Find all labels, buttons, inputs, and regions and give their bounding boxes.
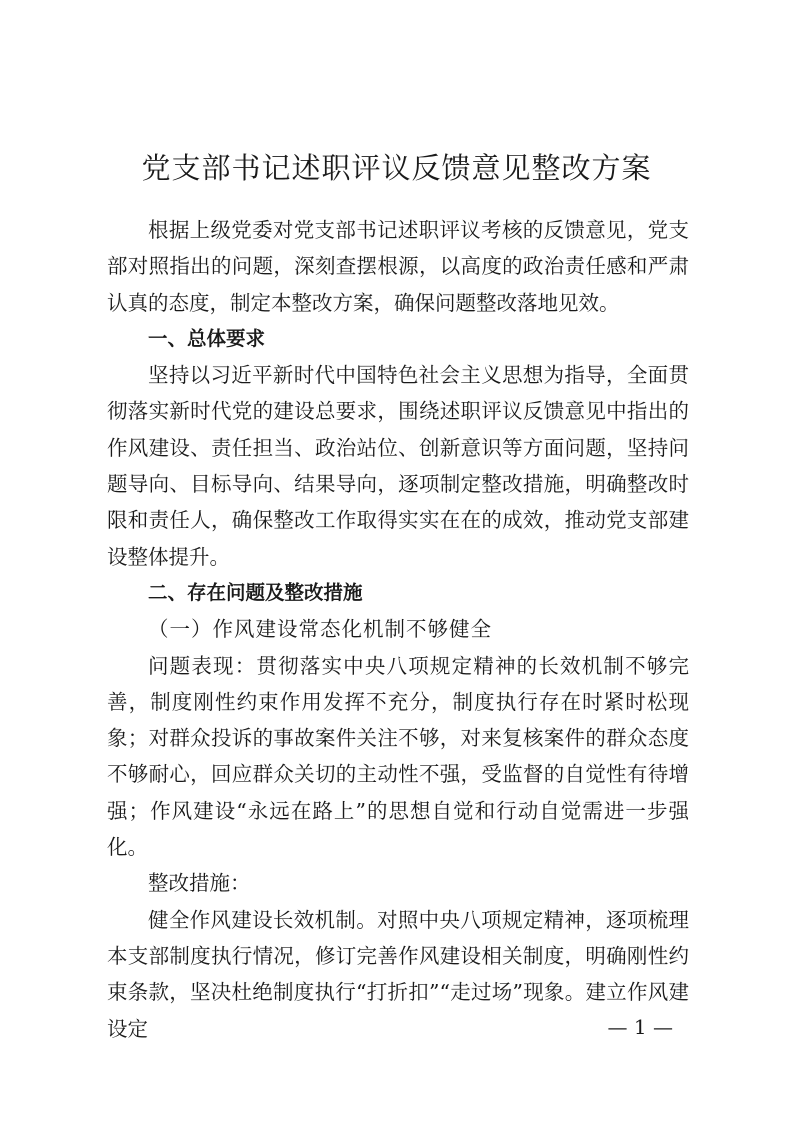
problem-paragraph: 问题表现：贯彻落实中央八项规定精神的长效机制不够完善，制度刚性约束作用发挥不充分，制度执行存在时紧时松现象；对群众投诉的事故案件关注不够，对来复核案件的群众态度不够耐心，回应群众关切的主动性不强，受监督的自觉性有待增强；作风建设“永远在路上”的思想自觉和行动自觉需进一步强化。 [107,653,689,860]
measures-paragraph: 健全作风建设长效机制。对照中央八项规定精神，逐项梳理本支部制度执行情况，修订完善作风建设相关制度，明确刚性约束条款，坚决杜绝制度执行“打折扣”“走过场”现象。建立作风建设定 [107,907,689,1041]
document-body [107,212,689,1047]
intro-paragraph: 根据上级党委对党支部书记述职评议考核的反馈意见，党支部对照指出的问题，深刻查摆根源，以高度的政治责任感和严肃认真的态度，制定本整改方案，确保问题整改落地见效。 [107,218,689,315]
section2-heading: 二、存在问题及整改措施 [148,580,363,604]
section1-paragraph: 坚持以习近平新时代中国特色社会主义思想为指导，全面贯彻落实新时代党的建设总要求，围绕述职评议反馈意见中指出的作风建设、责任担当、政治站位、创新意识等方面问题，坚持问题导向、目标导向、结果导向，逐项制定整改措施，明确整改时限和责任人，确保整改工作取得实实在在的成效，推动党支部建设整体提升。 [107,363,689,569]
section1-heading: 一、总体要求 [148,326,266,350]
subsection1-heading: （一）作风建设常态化机制不够健全 [148,617,492,642]
page-number: — 1 — [607,1015,673,1039]
measures-label: 整改措施： [148,871,251,896]
document-title: 党支部书记述职评议反馈意见整改方案 [141,151,652,185]
